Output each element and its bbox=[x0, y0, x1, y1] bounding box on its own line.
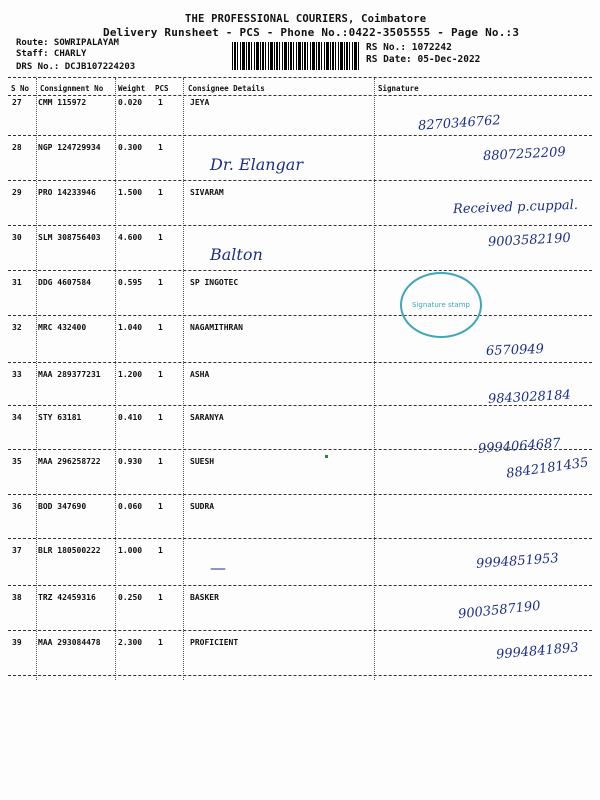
handwritten-consignee: — bbox=[210, 558, 226, 577]
staff-label: Staff: CHARLY bbox=[16, 49, 87, 59]
row-divider bbox=[8, 538, 592, 539]
cell-consignee: BASKER bbox=[190, 593, 219, 602]
drs-number: DRS No.: DCJB107224203 bbox=[16, 62, 136, 72]
cell-consignee: ASHA bbox=[190, 370, 210, 379]
stamp-text: Signature stamp bbox=[412, 301, 470, 309]
cell-weight: 1.040 bbox=[118, 323, 143, 332]
cell-pcs: 1 bbox=[158, 233, 163, 242]
cell-weight: 0.020 bbox=[118, 98, 143, 107]
row-divider bbox=[8, 630, 592, 631]
cell-pcs: 1 bbox=[158, 323, 163, 332]
handwritten-consignee: Dr. Elangar bbox=[210, 155, 303, 174]
cell-weight: 1.000 bbox=[118, 546, 143, 555]
row-divider bbox=[8, 135, 592, 136]
cell-consignee: SP INGOTEC bbox=[190, 278, 239, 287]
cell-consignment: MAA 293084478 bbox=[38, 638, 101, 647]
cell-sno: 39 bbox=[12, 638, 22, 647]
signature-note: 8807252209 bbox=[482, 144, 567, 165]
cell-consignee: JEYA bbox=[190, 98, 210, 107]
cell-weight: 0.410 bbox=[118, 413, 143, 422]
signature-note: 9003587190 bbox=[457, 598, 542, 623]
cell-sno: 34 bbox=[12, 413, 22, 422]
cell-pcs: 1 bbox=[158, 638, 163, 647]
cell-consignment: SLM 308756403 bbox=[38, 233, 101, 242]
signature-note: 9843028184 bbox=[487, 387, 572, 408]
rs-date: RS Date: 05-Dec-2022 bbox=[366, 54, 481, 65]
cell-weight: 0.930 bbox=[118, 457, 143, 466]
cell-consignee: PROFICIENT bbox=[190, 638, 239, 647]
cell-consignee: SIVARAM bbox=[190, 188, 224, 197]
handwritten-consignee: Balton bbox=[210, 245, 263, 264]
cell-sno: 29 bbox=[12, 188, 22, 197]
cell-consignment: MAA 296258722 bbox=[38, 457, 101, 466]
cell-consignee: SUESH bbox=[190, 457, 215, 466]
cell-pcs: 1 bbox=[158, 98, 163, 107]
cell-sno: 35 bbox=[12, 457, 22, 466]
cell-pcs: 1 bbox=[158, 593, 163, 602]
row-divider bbox=[8, 675, 592, 676]
cell-pcs: 1 bbox=[158, 143, 163, 152]
cell-consignment: PRO 14233946 bbox=[38, 188, 96, 197]
row-divider bbox=[8, 362, 592, 363]
col-header-sno: S No bbox=[11, 84, 30, 93]
row-divider bbox=[8, 494, 592, 495]
cell-weight: 2.300 bbox=[118, 638, 143, 647]
col-header-consignment: Consignment No bbox=[40, 84, 104, 93]
cell-sno: 36 bbox=[12, 502, 22, 511]
cell-weight: 4.600 bbox=[118, 233, 143, 242]
cell-consignee: SUDRA bbox=[190, 502, 215, 511]
company-stamp bbox=[400, 272, 482, 338]
document-subtitle: Delivery Runsheet - PCS - Phone No.:0422-3505555 - Page No.:3 bbox=[103, 26, 520, 39]
cell-weight: 1.200 bbox=[118, 370, 143, 379]
signature-note: 9994841893 bbox=[495, 640, 580, 663]
cell-pcs: 1 bbox=[158, 413, 163, 422]
cell-sno: 32 bbox=[12, 323, 22, 332]
cell-weight: 0.250 bbox=[118, 593, 143, 602]
document-title: THE PROFESSIONAL COURIERS, Coimbatore bbox=[185, 13, 427, 25]
col-divider bbox=[36, 78, 37, 680]
header-top-rule bbox=[8, 77, 592, 78]
signature-note: 8842181435 bbox=[505, 455, 590, 482]
signature-note: 9994851953 bbox=[475, 551, 560, 572]
row-divider bbox=[8, 585, 592, 586]
cell-consignment: DDG 4607584 bbox=[38, 278, 91, 287]
cell-consignment: STY 63181 bbox=[38, 413, 82, 422]
barcode bbox=[232, 42, 360, 70]
cell-consignment: CMM 115972 bbox=[38, 98, 87, 107]
row-divider bbox=[8, 315, 592, 316]
route-label: Route: SOWRIPALAYAM bbox=[16, 38, 119, 48]
row-divider bbox=[8, 225, 592, 226]
cell-pcs: 1 bbox=[158, 546, 163, 555]
cell-sno: 31 bbox=[12, 278, 22, 287]
row-divider bbox=[8, 180, 592, 181]
scan-mark bbox=[325, 455, 328, 458]
header-bottom-rule bbox=[8, 95, 592, 96]
cell-weight: 0.595 bbox=[118, 278, 143, 287]
cell-consignment: BLR 180500222 bbox=[38, 546, 101, 555]
cell-consignee: SARANYA bbox=[190, 413, 224, 422]
cell-pcs: 1 bbox=[158, 278, 163, 287]
cell-consignment: MRC 432400 bbox=[38, 323, 87, 332]
col-divider bbox=[115, 78, 116, 680]
cell-weight: 1.500 bbox=[118, 188, 143, 197]
cell-consignment: NGP 124729934 bbox=[38, 143, 101, 152]
row-divider bbox=[8, 270, 592, 271]
cell-consignment: BOD 347690 bbox=[38, 502, 87, 511]
col-header-consignee: Consignee Details bbox=[188, 84, 265, 93]
cell-pcs: 1 bbox=[158, 457, 163, 466]
cell-pcs: 1 bbox=[158, 370, 163, 379]
rs-number: RS No.: 1072242 bbox=[366, 42, 452, 53]
cell-sno: 33 bbox=[12, 370, 22, 379]
cell-sno: 37 bbox=[12, 546, 22, 555]
signature-note: 6570949 bbox=[485, 341, 545, 360]
cell-consignee: NAGAMITHRAN bbox=[190, 323, 243, 332]
signature-note: 9994064687 bbox=[477, 436, 562, 457]
col-divider bbox=[183, 78, 184, 680]
cell-sno: 27 bbox=[12, 98, 22, 107]
row-divider bbox=[8, 449, 592, 450]
signature-note: 9003582190 bbox=[487, 230, 572, 251]
cell-pcs: 1 bbox=[158, 502, 163, 511]
cell-pcs: 1 bbox=[158, 188, 163, 197]
row-divider bbox=[8, 405, 592, 406]
col-header-pcs: PCS bbox=[155, 84, 169, 93]
col-divider bbox=[374, 78, 375, 680]
cell-weight: 0.060 bbox=[118, 502, 143, 511]
col-header-weight: Weight bbox=[118, 84, 146, 93]
signature-note: Received p.cuppal. bbox=[452, 197, 579, 218]
signature-note: 8270346762 bbox=[417, 113, 502, 134]
cell-weight: 0.300 bbox=[118, 143, 143, 152]
cell-consignment: TRZ 42459316 bbox=[38, 593, 96, 602]
col-header-signature: Signature bbox=[378, 84, 419, 93]
cell-sno: 28 bbox=[12, 143, 22, 152]
cell-sno: 30 bbox=[12, 233, 22, 242]
cell-sno: 38 bbox=[12, 593, 22, 602]
cell-consignment: MAA 289377231 bbox=[38, 370, 101, 379]
